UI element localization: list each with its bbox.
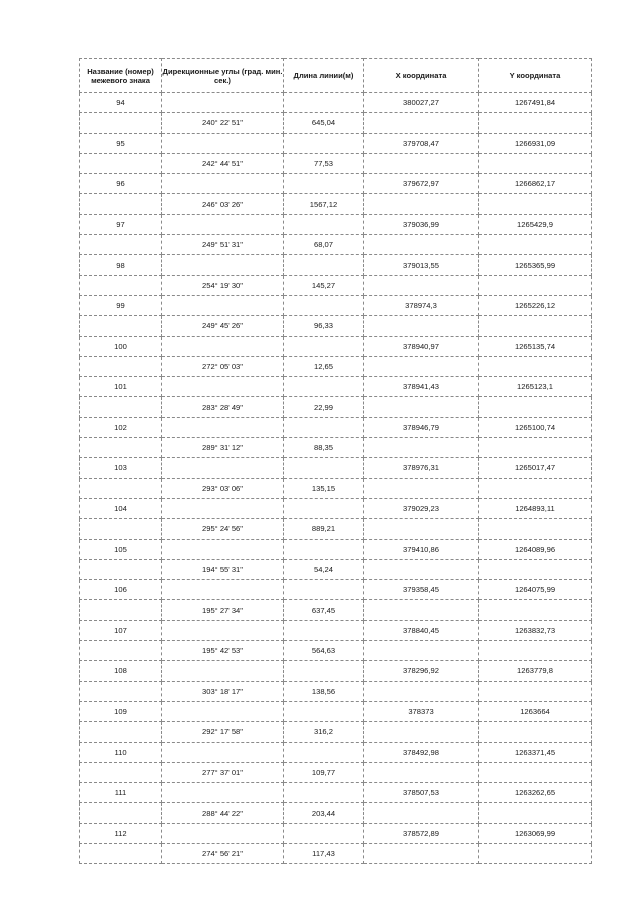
direction-angle: 277° 37' 01" — [162, 762, 284, 782]
line-length: 564,63 — [284, 641, 364, 661]
direction-angle: 283° 28' 49" — [162, 397, 284, 417]
x-cell-empty — [364, 681, 479, 701]
y-coordinate: 1264089,96 — [479, 539, 592, 559]
name-cell-empty — [80, 397, 162, 417]
table-row-point — [80, 580, 592, 600]
point-name: 112 — [80, 823, 162, 843]
table-row-segment — [80, 600, 592, 620]
name-cell-empty — [80, 275, 162, 295]
table-row-segment — [80, 803, 592, 823]
line-length: 22,99 — [284, 397, 364, 417]
direction-angle: 293° 03' 06" — [162, 478, 284, 498]
y-cell-empty — [479, 641, 592, 661]
line-length: 203,44 — [284, 803, 364, 823]
y-cell-empty — [479, 843, 592, 863]
y-coordinate: 1264075,99 — [479, 580, 592, 600]
angle-cell-empty — [162, 458, 284, 478]
table-row-point — [80, 823, 592, 843]
y-coordinate: 1266862,17 — [479, 174, 592, 194]
line-length: 54,24 — [284, 559, 364, 579]
table-row-segment — [80, 559, 592, 579]
direction-angle: 246° 03' 26" — [162, 194, 284, 214]
x-coordinate: 378492,98 — [364, 742, 479, 762]
x-coordinate: 379013,55 — [364, 255, 479, 275]
point-name: 103 — [80, 458, 162, 478]
x-coordinate: 379029,23 — [364, 498, 479, 518]
table-row-segment — [80, 762, 592, 782]
name-cell-empty — [80, 559, 162, 579]
name-cell-empty — [80, 316, 162, 336]
table-row-segment — [80, 397, 592, 417]
y-cell-empty — [479, 478, 592, 498]
y-coordinate: 1264893,11 — [479, 498, 592, 518]
line-length: 12,65 — [284, 356, 364, 376]
name-cell-empty — [80, 113, 162, 133]
angle-cell-empty — [162, 93, 284, 113]
name-cell-empty — [80, 641, 162, 661]
y-coordinate: 1265226,12 — [479, 295, 592, 315]
direction-angle: 195° 42' 53" — [162, 641, 284, 661]
table-row-segment — [80, 438, 592, 458]
table-row-segment — [80, 478, 592, 498]
y-coordinate: 1263262,65 — [479, 783, 592, 803]
direction-angle: 242° 44' 51" — [162, 153, 284, 173]
y-coordinate: 1263069,99 — [479, 823, 592, 843]
table-row-point — [80, 458, 592, 478]
x-cell-empty — [364, 438, 479, 458]
x-coordinate: 378974,3 — [364, 295, 479, 315]
name-cell-empty — [80, 438, 162, 458]
name-cell-empty — [80, 803, 162, 823]
point-name: 108 — [80, 661, 162, 681]
table-row-segment — [80, 235, 592, 255]
y-coordinate: 1266931,09 — [479, 133, 592, 153]
point-name: 107 — [80, 620, 162, 640]
name-cell-empty — [80, 153, 162, 173]
name-cell-empty — [80, 356, 162, 376]
line-length: 135,15 — [284, 478, 364, 498]
point-name: 101 — [80, 377, 162, 397]
direction-angle: 274° 56' 21" — [162, 843, 284, 863]
y-coordinate: 1265100,74 — [479, 417, 592, 437]
length-cell-empty — [284, 580, 364, 600]
name-cell-empty — [80, 478, 162, 498]
point-name: 111 — [80, 783, 162, 803]
angle-cell-empty — [162, 417, 284, 437]
table-row-point — [80, 620, 592, 640]
line-length: 109,77 — [284, 762, 364, 782]
name-cell-empty — [80, 762, 162, 782]
length-cell-empty — [284, 783, 364, 803]
table-row-point — [80, 133, 592, 153]
table-row-point — [80, 255, 592, 275]
y-cell-empty — [479, 681, 592, 701]
x-coordinate: 379358,45 — [364, 580, 479, 600]
line-length: 68,07 — [284, 235, 364, 255]
table-row-segment — [80, 356, 592, 376]
length-cell-empty — [284, 620, 364, 640]
x-cell-empty — [364, 275, 479, 295]
point-name: 95 — [80, 133, 162, 153]
header-angles: Дирекционные углы (град. мин. сек.) — [162, 59, 284, 93]
direction-angle: 240° 22' 51" — [162, 113, 284, 133]
table-row-point — [80, 783, 592, 803]
x-coordinate: 379672,97 — [364, 174, 479, 194]
line-length: 145,27 — [284, 275, 364, 295]
y-coordinate: 1265123,1 — [479, 377, 592, 397]
table-row-segment — [80, 843, 592, 863]
table-row-point — [80, 377, 592, 397]
length-cell-empty — [284, 823, 364, 843]
x-cell-empty — [364, 519, 479, 539]
table-row-point — [80, 93, 592, 113]
y-cell-empty — [479, 356, 592, 376]
y-coordinate: 1265365,99 — [479, 255, 592, 275]
angle-cell-empty — [162, 336, 284, 356]
point-name: 97 — [80, 214, 162, 234]
y-cell-empty — [479, 113, 592, 133]
x-coordinate: 379708,47 — [364, 133, 479, 153]
y-cell-empty — [479, 519, 592, 539]
x-coordinate: 378296,92 — [364, 661, 479, 681]
x-coordinate: 378946,79 — [364, 417, 479, 437]
direction-angle: 249° 45' 26" — [162, 316, 284, 336]
header-length: Длина линии(м) — [284, 59, 364, 93]
direction-angle: 272° 05' 03" — [162, 356, 284, 376]
angle-cell-empty — [162, 823, 284, 843]
length-cell-empty — [284, 214, 364, 234]
table-row-segment — [80, 194, 592, 214]
table-row-point — [80, 539, 592, 559]
direction-angle: 289° 31' 12" — [162, 438, 284, 458]
name-cell-empty — [80, 843, 162, 863]
x-coordinate: 378373 — [364, 701, 479, 721]
angle-cell-empty — [162, 580, 284, 600]
length-cell-empty — [284, 498, 364, 518]
x-coordinate: 378976,31 — [364, 458, 479, 478]
length-cell-empty — [284, 458, 364, 478]
x-cell-empty — [364, 235, 479, 255]
x-cell-empty — [364, 397, 479, 417]
direction-angle: 295° 24' 56" — [162, 519, 284, 539]
y-coordinate: 1265429,9 — [479, 214, 592, 234]
y-coordinate: 1265017,47 — [479, 458, 592, 478]
point-name: 109 — [80, 701, 162, 721]
table-row-point — [80, 295, 592, 315]
x-coordinate: 378940,97 — [364, 336, 479, 356]
angle-cell-empty — [162, 742, 284, 762]
x-cell-empty — [364, 722, 479, 742]
x-coordinate: 380027,27 — [364, 93, 479, 113]
x-cell-empty — [364, 113, 479, 133]
angle-cell-empty — [162, 377, 284, 397]
x-cell-empty — [364, 762, 479, 782]
angle-cell-empty — [162, 133, 284, 153]
y-coordinate: 1263664 — [479, 701, 592, 721]
angle-cell-empty — [162, 255, 284, 275]
table-row-segment — [80, 641, 592, 661]
point-name: 100 — [80, 336, 162, 356]
point-name: 105 — [80, 539, 162, 559]
x-cell-empty — [364, 316, 479, 336]
table-row-point — [80, 214, 592, 234]
point-name: 104 — [80, 498, 162, 518]
angle-cell-empty — [162, 295, 284, 315]
name-cell-empty — [80, 519, 162, 539]
point-name: 94 — [80, 93, 162, 113]
x-cell-empty — [364, 559, 479, 579]
x-coordinate: 379036,99 — [364, 214, 479, 234]
x-cell-empty — [364, 600, 479, 620]
table-row-segment — [80, 113, 592, 133]
x-cell-empty — [364, 478, 479, 498]
name-cell-empty — [80, 681, 162, 701]
table-row-segment — [80, 681, 592, 701]
length-cell-empty — [284, 377, 364, 397]
point-name: 110 — [80, 742, 162, 762]
x-coordinate: 378840,45 — [364, 620, 479, 640]
y-cell-empty — [479, 559, 592, 579]
table-row-segment — [80, 153, 592, 173]
direction-angle: 254° 19' 30" — [162, 275, 284, 295]
x-cell-empty — [364, 641, 479, 661]
table-row-segment — [80, 316, 592, 336]
table-row-point — [80, 661, 592, 681]
y-cell-empty — [479, 235, 592, 255]
direction-angle: 249° 51' 31" — [162, 235, 284, 255]
y-cell-empty — [479, 803, 592, 823]
line-length: 316,2 — [284, 722, 364, 742]
y-coordinate: 1265135,74 — [479, 336, 592, 356]
point-name: 99 — [80, 295, 162, 315]
y-cell-empty — [479, 397, 592, 417]
y-cell-empty — [479, 762, 592, 782]
length-cell-empty — [284, 255, 364, 275]
table-row-segment — [80, 275, 592, 295]
line-length: 96,33 — [284, 316, 364, 336]
angle-cell-empty — [162, 539, 284, 559]
coordinates-table — [79, 58, 592, 864]
length-cell-empty — [284, 742, 364, 762]
direction-angle: 194° 55' 31" — [162, 559, 284, 579]
x-coordinate: 378572,89 — [364, 823, 479, 843]
table-row-segment — [80, 722, 592, 742]
angle-cell-empty — [162, 214, 284, 234]
line-length: 77,53 — [284, 153, 364, 173]
length-cell-empty — [284, 133, 364, 153]
y-cell-empty — [479, 316, 592, 336]
angle-cell-empty — [162, 701, 284, 721]
direction-angle: 195° 27' 34" — [162, 600, 284, 620]
y-coordinate: 1263832,73 — [479, 620, 592, 640]
table-header — [80, 59, 592, 93]
direction-angle: 303° 18' 17" — [162, 681, 284, 701]
table-row-point — [80, 498, 592, 518]
line-length: 88,35 — [284, 438, 364, 458]
table-row-point — [80, 742, 592, 762]
x-coordinate: 379410,86 — [364, 539, 479, 559]
direction-angle: 292° 17' 58" — [162, 722, 284, 742]
table-row-point — [80, 336, 592, 356]
header-x: X координата — [364, 59, 479, 93]
angle-cell-empty — [162, 620, 284, 640]
line-length: 645,04 — [284, 113, 364, 133]
x-cell-empty — [364, 194, 479, 214]
point-name: 98 — [80, 255, 162, 275]
length-cell-empty — [284, 295, 364, 315]
line-length: 1567,12 — [284, 194, 364, 214]
x-cell-empty — [364, 153, 479, 173]
name-cell-empty — [80, 722, 162, 742]
table-row-point — [80, 417, 592, 437]
length-cell-empty — [284, 661, 364, 681]
name-cell-empty — [80, 194, 162, 214]
table-row-point — [80, 174, 592, 194]
angle-cell-empty — [162, 661, 284, 681]
point-name: 102 — [80, 417, 162, 437]
length-cell-empty — [284, 701, 364, 721]
y-cell-empty — [479, 600, 592, 620]
y-coordinate: 1263779,8 — [479, 661, 592, 681]
table-row-segment — [80, 519, 592, 539]
x-cell-empty — [364, 843, 479, 863]
line-length: 138,56 — [284, 681, 364, 701]
length-cell-empty — [284, 539, 364, 559]
length-cell-empty — [284, 336, 364, 356]
point-name: 106 — [80, 580, 162, 600]
length-cell-empty — [284, 93, 364, 113]
x-coordinate: 378507,53 — [364, 783, 479, 803]
name-cell-empty — [80, 600, 162, 620]
y-cell-empty — [479, 275, 592, 295]
direction-angle: 288° 44' 22" — [162, 803, 284, 823]
y-cell-empty — [479, 722, 592, 742]
y-coordinate: 1263371,45 — [479, 742, 592, 762]
name-cell-empty — [80, 235, 162, 255]
line-length: 637,45 — [284, 600, 364, 620]
line-length: 117,43 — [284, 843, 364, 863]
angle-cell-empty — [162, 783, 284, 803]
y-cell-empty — [479, 194, 592, 214]
point-name: 96 — [80, 174, 162, 194]
x-cell-empty — [364, 356, 479, 376]
y-coordinate: 1267491,84 — [479, 93, 592, 113]
table-row-point — [80, 701, 592, 721]
header-y: Y координата — [479, 59, 592, 93]
table-body — [80, 93, 592, 864]
x-cell-empty — [364, 803, 479, 823]
y-cell-empty — [479, 153, 592, 173]
header-name: Название (номер) межевого знака — [80, 59, 162, 93]
length-cell-empty — [284, 174, 364, 194]
y-cell-empty — [479, 438, 592, 458]
angle-cell-empty — [162, 174, 284, 194]
x-coordinate: 378941,43 — [364, 377, 479, 397]
length-cell-empty — [284, 417, 364, 437]
line-length: 889,21 — [284, 519, 364, 539]
angle-cell-empty — [162, 498, 284, 518]
